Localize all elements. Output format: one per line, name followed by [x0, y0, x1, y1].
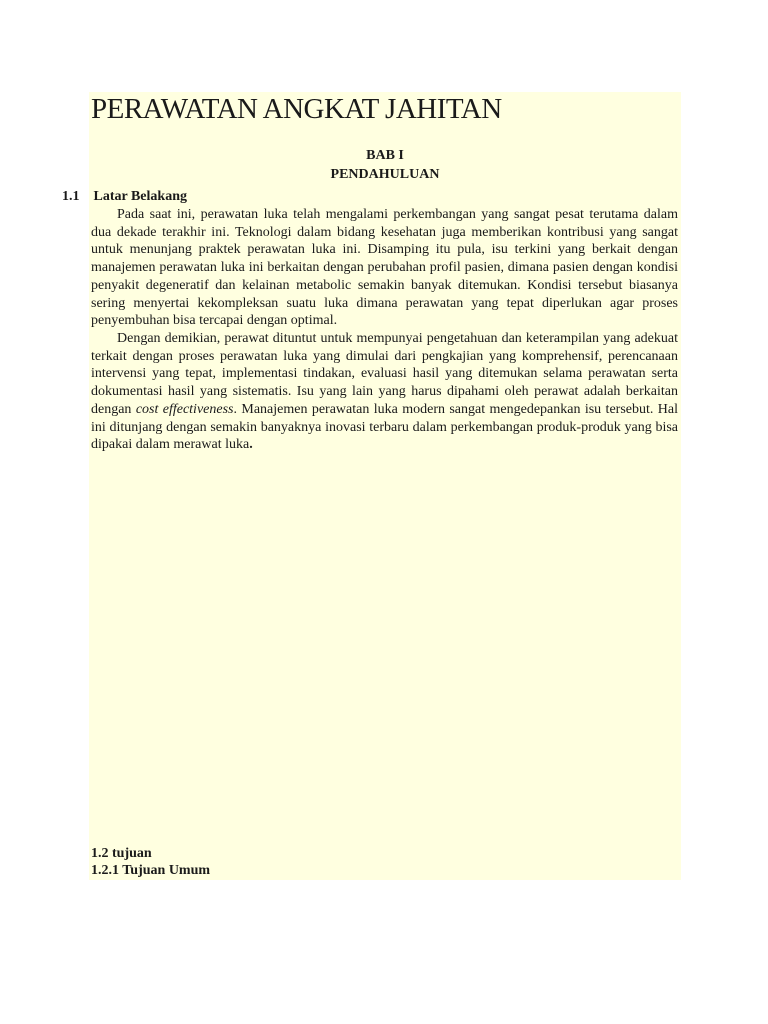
paragraph-2: [91, 330, 678, 454]
paragraph-2-text-end: . Manajemen perawatan luka modern sangat mengedepankan isu tersebut. Hal ini ditunjang dengan semakin banyaknya inovasi terbaru dalam perkembangan produk-produk yang bisa dipakai dalam merawat luka: [91, 401, 678, 453]
paragraph-2-container: [91, 330, 678, 454]
paragraph-1-container: [91, 206, 678, 330]
section-number: 1.1: [62, 189, 80, 204]
chapter-title: PENDAHULUAN: [330, 167, 440, 182]
section-heading-latar-belakang: [62, 188, 187, 206]
paragraph-1: Pada saat ini, perawatan luka telah mengalami perkembangan yang sangat pesat terutama dalam dua dekade terakhir ini. Teknologi dalam bidang kesehatan juga memberikan kontribusi yang sangat untuk menunjang praktek perawatan luka ini. Disamping itu pula, isu terkini yang berkait dengan manajemen perawatan luka ini berkaitan dengan perubahan profil pasien, dimana pasien dengan kondisi penyakit degeneratif dan kelainan metabolic semakin banyak ditemukan. Kondisi tersebut biasanya sering menyertai kekompleksan suatu luka dimana perawatan yang tepat diperlukan agar proses penyembuhan bisa tercapai dengan optimal.: [91, 207, 678, 329]
chapter-number: BAB I: [366, 148, 404, 163]
section-title: Latar Belakang: [93, 189, 187, 204]
paragraph-2-italic-term: cost effectiveness: [135, 401, 234, 417]
section-heading-tujuan-umum: 1.2.1 Tujuan Umum: [91, 863, 211, 878]
paragraph-2-period: .: [249, 437, 253, 453]
section-heading-tujuan: 1.2 tujuan: [91, 846, 152, 861]
paragraph-2-text-start: Dengan demikian, perawat dituntut untuk mempunyai pengetahuan dan keterampilan yang adekuat terkait dengan proses perawatan luka yang dimulai dari pengkajian yang komprehensif, perencanaan intervensi yang tepat, implementasi tindakan, evaluasi hasil yang ditemukan selama perawatan serta dokumentasi hasil yang sistematis. Isu yang lain yang harus dipahami oleh perawat adalah berkaitan dengan: [91, 331, 678, 417]
document-title: PERAWATAN ANGKAT JAHITAN: [91, 93, 502, 125]
